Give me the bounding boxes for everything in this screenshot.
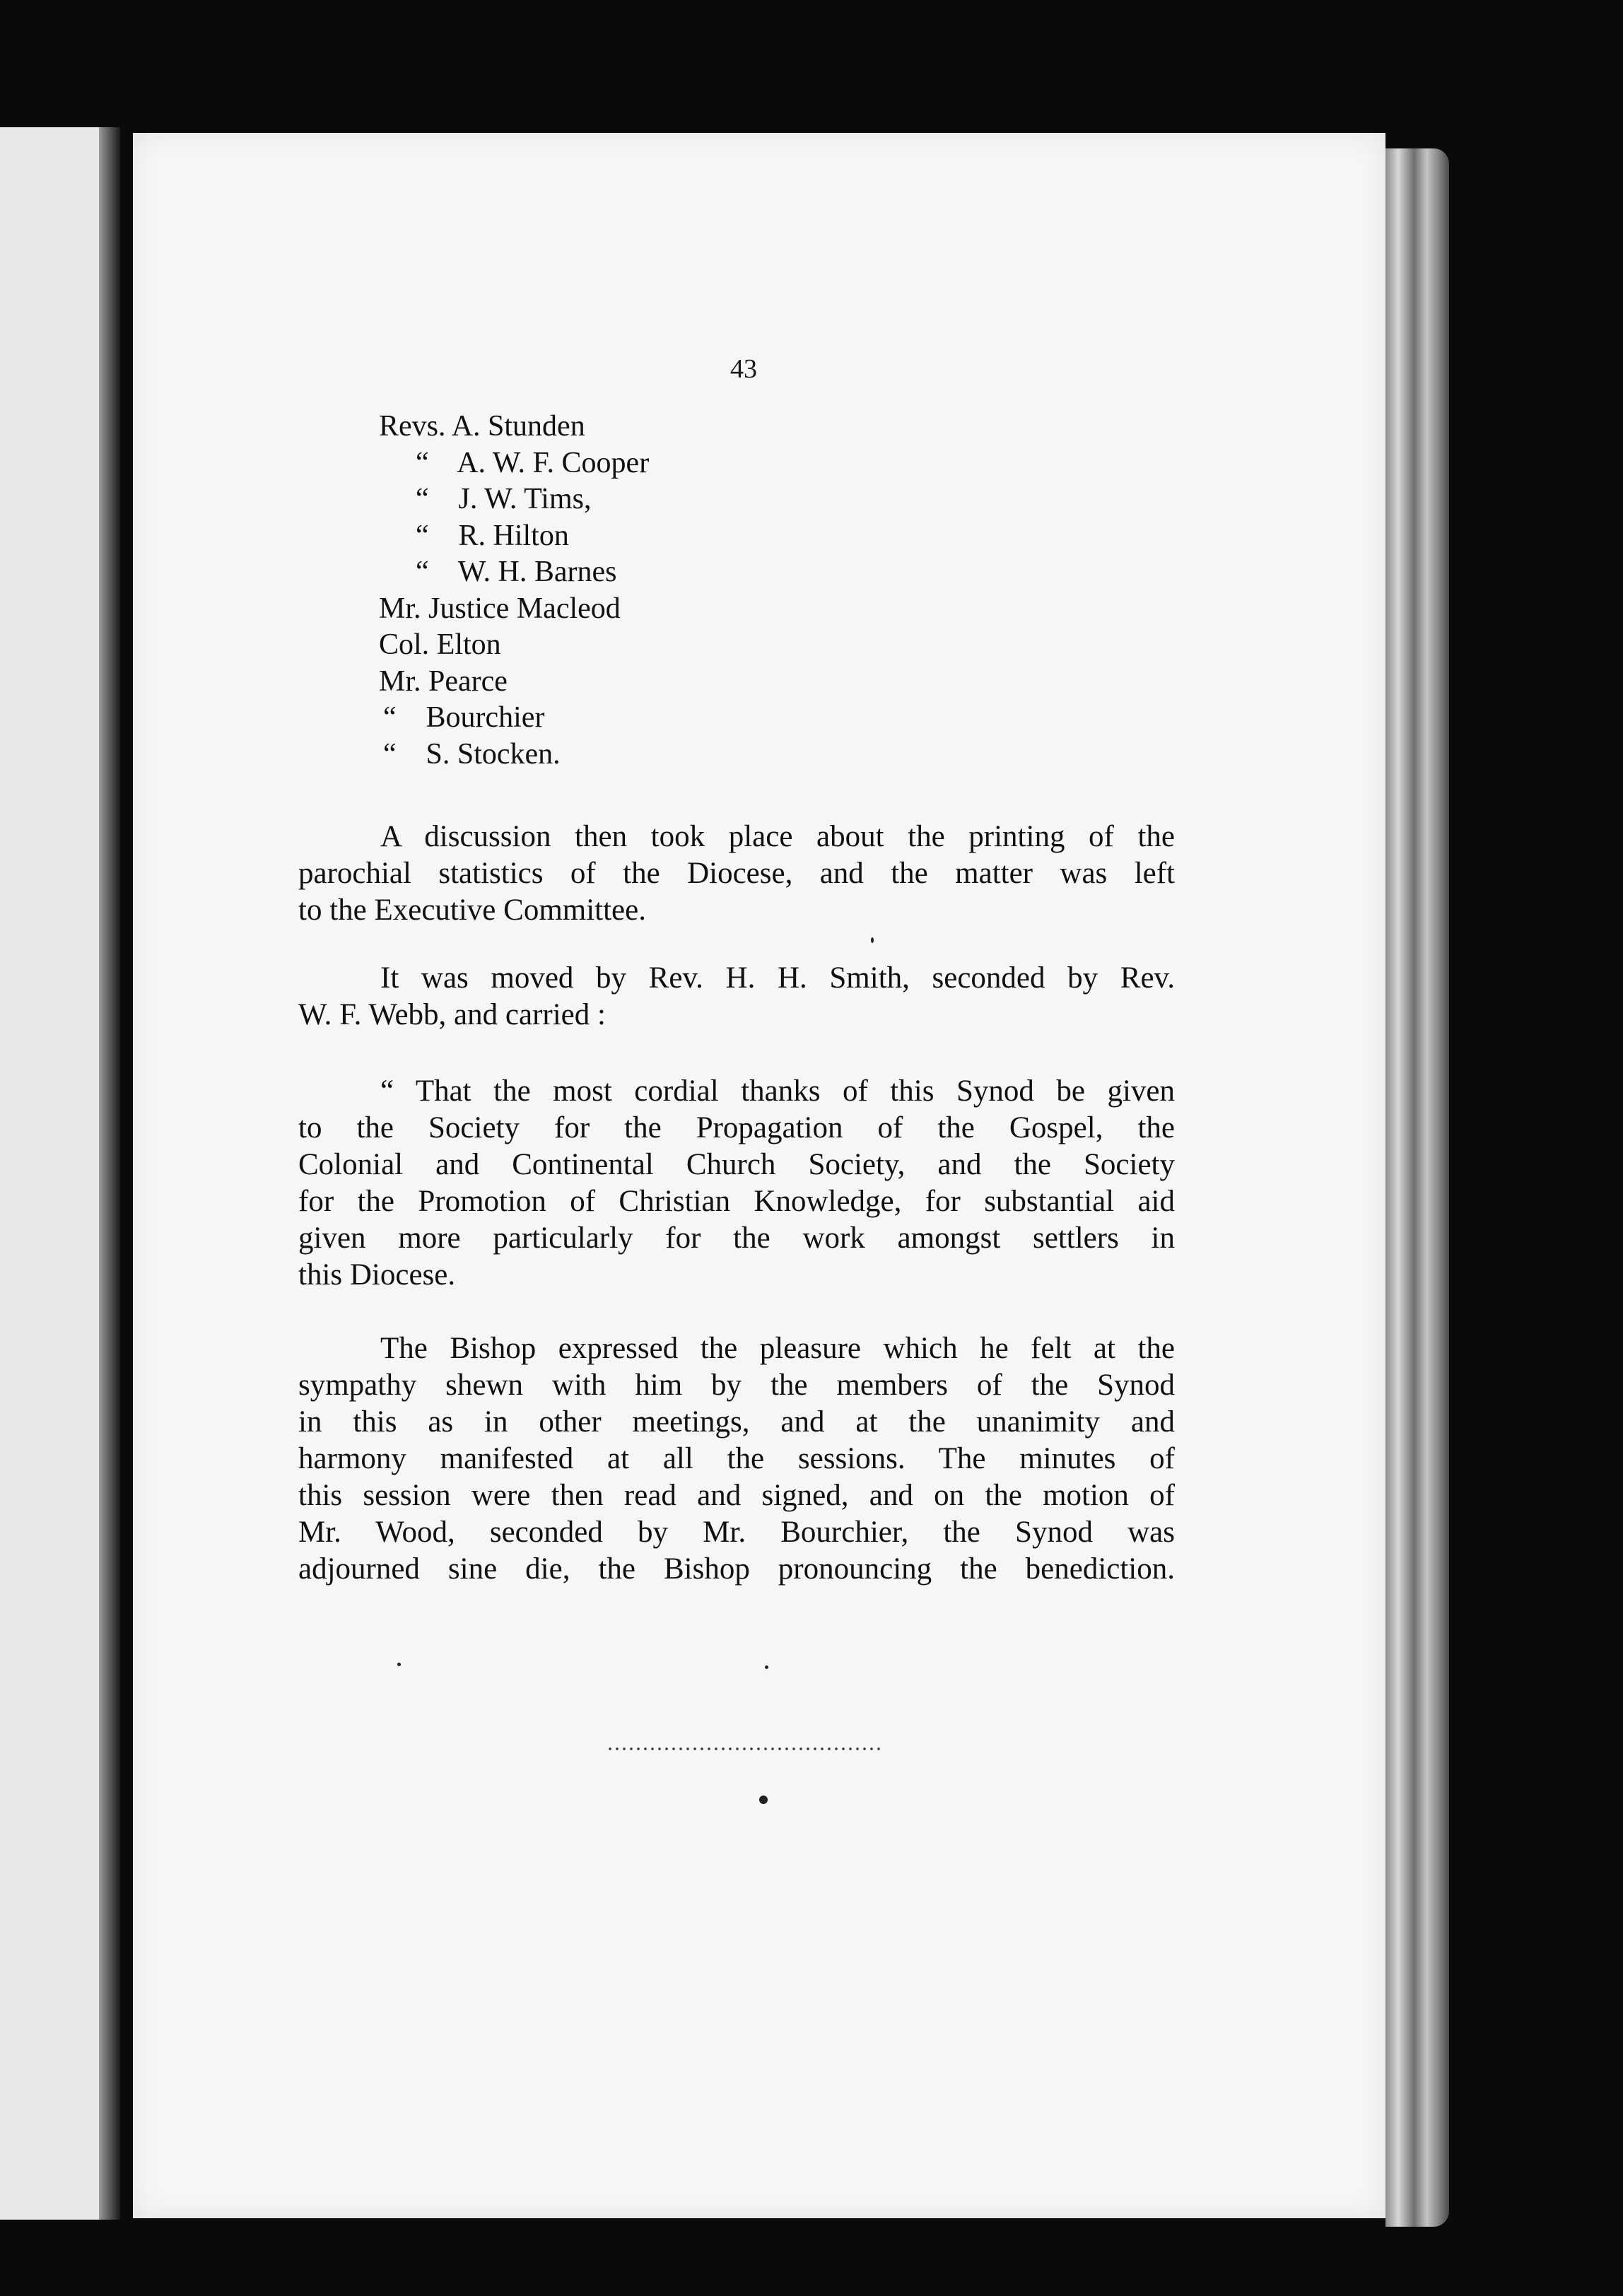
attendee-name: S. Stocken. [426, 737, 561, 771]
text-line: to the Executive Committee. [298, 894, 646, 927]
text-line: in this as in other meetings, and at the unanimity and [298, 1405, 1175, 1439]
attendee-line [379, 481, 649, 518]
text-line: “ That the most cordial thanks of this Synod be given [380, 1074, 1175, 1108]
attendee-name: A. Stunden [451, 410, 585, 443]
paragraph-closing [298, 1330, 1175, 1588]
text-line: harmony manifested at all the sessions. The minutes of [298, 1442, 1175, 1475]
page-stack-edge [1385, 148, 1449, 2227]
attendee-list [379, 409, 649, 773]
text-line: parochial statistics of the Diocese, and the matter was left [298, 857, 1175, 890]
ditto-mark: “ [383, 737, 397, 771]
attendee-line [379, 554, 649, 591]
paragraph-resolution [298, 1073, 1175, 1294]
attendee-prefix: Col. [379, 628, 430, 661]
text-line: this Diocese. [298, 1258, 456, 1292]
attendee-name: Elton [436, 628, 501, 661]
text-line: this session were then read and signed, and on the motion of [298, 1479, 1175, 1512]
ink-speck [765, 1665, 768, 1669]
book-gutter [99, 127, 120, 2220]
ditto-mark: “ [416, 556, 429, 588]
attendee-name: Justice Macleod [428, 592, 621, 625]
text-line: for the Promotion of Christian Knowledge, for substantial aid [298, 1185, 1175, 1218]
paragraph-motion [298, 960, 1175, 1033]
attendee-line [379, 445, 649, 482]
attendee-line [379, 664, 649, 701]
attendee-line [379, 627, 649, 664]
text-line: W. F. Webb, and carried : [298, 998, 606, 1031]
page-number: 43 [730, 354, 757, 384]
text-line: sympathy shewn with him by the members of the Synod [298, 1369, 1175, 1402]
text-line: given more particularly for the work amongst settlers in [298, 1222, 1175, 1255]
text-line: Colonial and Continental Church Society, and the Society [298, 1148, 1175, 1181]
ditto-mark: “ [416, 483, 429, 515]
ditto-mark: “ [383, 701, 397, 734]
attendee-line [379, 700, 649, 737]
attendee-line [379, 591, 649, 628]
text-line: adjourned sine die, the Bishop pronouncing the benediction. [298, 1552, 1175, 1586]
text-line: The Bishop expressed the pleasure which he felt at the [380, 1332, 1175, 1365]
text-line: A discussion then took place about the printing of the [380, 820, 1175, 853]
attendee-prefix: Mr. [379, 592, 421, 625]
ink-speck [759, 1796, 768, 1804]
ditto-mark: “ [416, 446, 429, 479]
attendee-line [379, 518, 649, 555]
ink-speck [397, 1663, 401, 1666]
ink-speck [871, 937, 874, 943]
attendee-name: R. Hilton [458, 519, 569, 552]
attendee-name: J. W. Tims, [458, 483, 592, 515]
ditto-mark: “ [416, 519, 429, 552]
text-line: to the Society for the Propagation of the Gospel, the [298, 1111, 1175, 1144]
attendee-prefix: Mr. [379, 664, 421, 698]
attendee-name: Pearce [428, 664, 508, 698]
attendee-line [379, 737, 649, 773]
attendee-name: Bourchier [426, 701, 545, 734]
text-line: Mr. Wood, seconded by Mr. Bourchier, the Synod was [298, 1516, 1175, 1549]
paragraph-discussion [298, 819, 1175, 929]
facing-page [0, 127, 107, 2220]
attendee-name: A. W. F. Cooper [457, 446, 650, 479]
text-line: It was moved by Rev. H. H. Smith, seconded by Rev. [380, 961, 1175, 995]
attendee-prefix: Revs. [379, 410, 446, 443]
attendee-name: W. H. Barnes [457, 556, 617, 588]
attendee-line [379, 409, 649, 445]
ornamental-rule [607, 1746, 881, 1752]
